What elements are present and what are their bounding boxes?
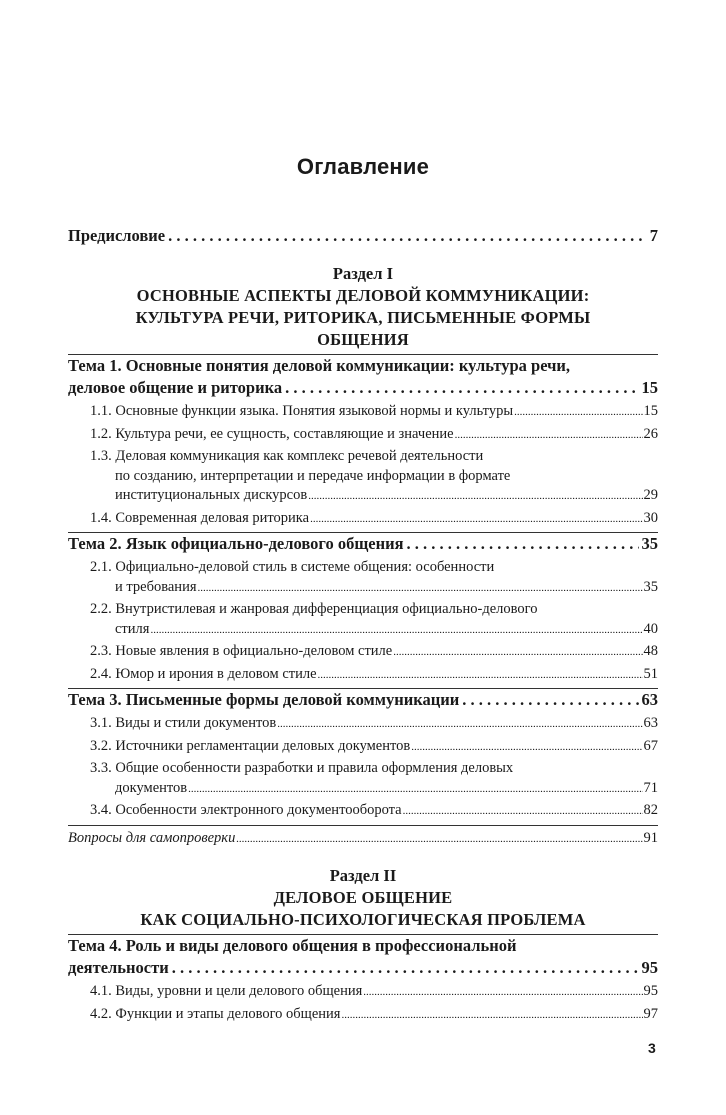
dot-leader bbox=[318, 666, 643, 686]
toc-entry-4-1[interactable]: 4.1. Виды, уровни и цели делового общения ..... 95 bbox=[68, 982, 658, 1003]
section-1-title: ОСНОВНЫЕ АСПЕКТЫ ДЕЛОВОЙ КОММУНИКАЦИИ: КУЛЬТУРА РЕЧИ, РИТОРИКА, ПИСЬМЕННЫЕ ФОРМЫ ОБЩЕНИЯ bbox=[135, 286, 591, 349]
dot-leader bbox=[310, 510, 642, 530]
dot-leader bbox=[393, 643, 642, 663]
dot-leader bbox=[168, 225, 647, 247]
dot-leader bbox=[277, 715, 642, 735]
table-of-contents bbox=[68, 223, 658, 1025]
toc-entry-3-4[interactable]: 3.4. Особенности электронного документооборота ..... 82 bbox=[68, 801, 658, 822]
dot-leader bbox=[411, 738, 642, 758]
toc-entry-3-1[interactable]: 3.1. Виды и стили документов ..... 63 bbox=[68, 714, 658, 735]
toc-entry-4-2[interactable]: 4.2. Функции и этапы делового общения ..... 97 bbox=[68, 1005, 658, 1026]
toc-entry-page: 15 bbox=[641, 378, 658, 397]
page-number: 3 bbox=[648, 1040, 656, 1056]
toc-entry-theme-4[interactable]: Тема 4. Роль и виды делового общения в профессиональной деятельности . . . 95 bbox=[68, 935, 658, 979]
toc-entry-2-1[interactable]: 2.1. Официально-деловой стиль в системе общения: особенности и требования ..... 35 bbox=[68, 558, 658, 598]
toc-entry-1-3[interactable]: 1.3. Деловая коммуникация как комплекс речевой деятельности по созданию, интерпретации и передаче информации в формате институциональных дискурсов ..... 29 bbox=[68, 447, 658, 507]
toc-entry-self-check[interactable]: Вопросы для самопроверки ..... 91 bbox=[68, 829, 658, 850]
dot-leader bbox=[363, 983, 642, 1003]
toc-entry-theme-1[interactable]: Тема 1. Основные понятия деловой коммуникации: культура речи, деловое общение и риторика . . . 15 bbox=[68, 355, 658, 399]
toc-entry-1-1[interactable]: 1.1. Основные функции языка. Понятия языковой нормы и культуры ..... 15 bbox=[68, 402, 658, 423]
toc-entry-2-2[interactable]: 2.2. Внутристилевая и жанровая дифференциация официально-делового стиля ..... 40 bbox=[68, 600, 658, 640]
toc-entry-page: 7 bbox=[649, 226, 658, 245]
divider bbox=[68, 825, 658, 826]
dot-leader bbox=[407, 533, 639, 555]
toc-entry-2-3[interactable]: 2.3. Новые явления в официально-деловом стиле ..... 48 bbox=[68, 642, 658, 663]
dot-leader bbox=[462, 689, 638, 711]
dot-leader bbox=[172, 957, 639, 979]
toc-entry-page: 63 bbox=[641, 690, 658, 709]
toc-entry-theme-2[interactable]: Тема 2. Язык официально-делового общения . . . 35 bbox=[68, 533, 658, 555]
dot-leader bbox=[188, 780, 642, 800]
toc-entry-preface[interactable] bbox=[68, 225, 658, 247]
toc-entry-page: 35 bbox=[641, 534, 658, 553]
dot-leader bbox=[455, 426, 643, 446]
section-2-label: Раздел II bbox=[329, 866, 397, 885]
dot-leader bbox=[236, 830, 642, 850]
toc-entry-3-2[interactable]: 3.2. Источники регламентации деловых документов ..... 67 bbox=[68, 737, 658, 758]
dot-leader bbox=[285, 377, 638, 399]
toc-entry-1-2[interactable]: 1.2. Культура речи, ее сущность, составляющие и значение ..... 26 bbox=[68, 425, 658, 446]
toc-entry-2-4[interactable]: 2.4. Юмор и ирония в деловом стиле ..... 51 bbox=[68, 665, 658, 686]
toc-entry-3-3[interactable]: 3.3. Общие особенности разработки и правила оформления деловых документов ..... 71 bbox=[68, 759, 658, 799]
toc-entry-title: Предисловие bbox=[68, 226, 166, 245]
page-title: Оглавление bbox=[296, 154, 430, 179]
section-1-label: Раздел I bbox=[332, 264, 394, 283]
toc-entry-1-4[interactable]: 1.4. Современная деловая риторика ..... 30 bbox=[68, 509, 658, 530]
dot-leader bbox=[150, 621, 642, 641]
dot-leader bbox=[403, 802, 643, 822]
section-2-title: ДЕЛОВОЕ ОБЩЕНИЕ КАК СОЦИАЛЬНО-ПСИХОЛОГИЧЕСКАЯ ПРОБЛЕМА bbox=[140, 888, 586, 929]
dot-leader bbox=[308, 487, 642, 507]
dot-leader bbox=[341, 1006, 642, 1026]
toc-entry-theme-3[interactable]: Тема 3. Письменные формы деловой коммуникации . . . 63 bbox=[68, 689, 658, 711]
toc-entry-page: 95 bbox=[641, 958, 658, 977]
dot-leader bbox=[198, 579, 643, 599]
dot-leader bbox=[514, 403, 642, 423]
